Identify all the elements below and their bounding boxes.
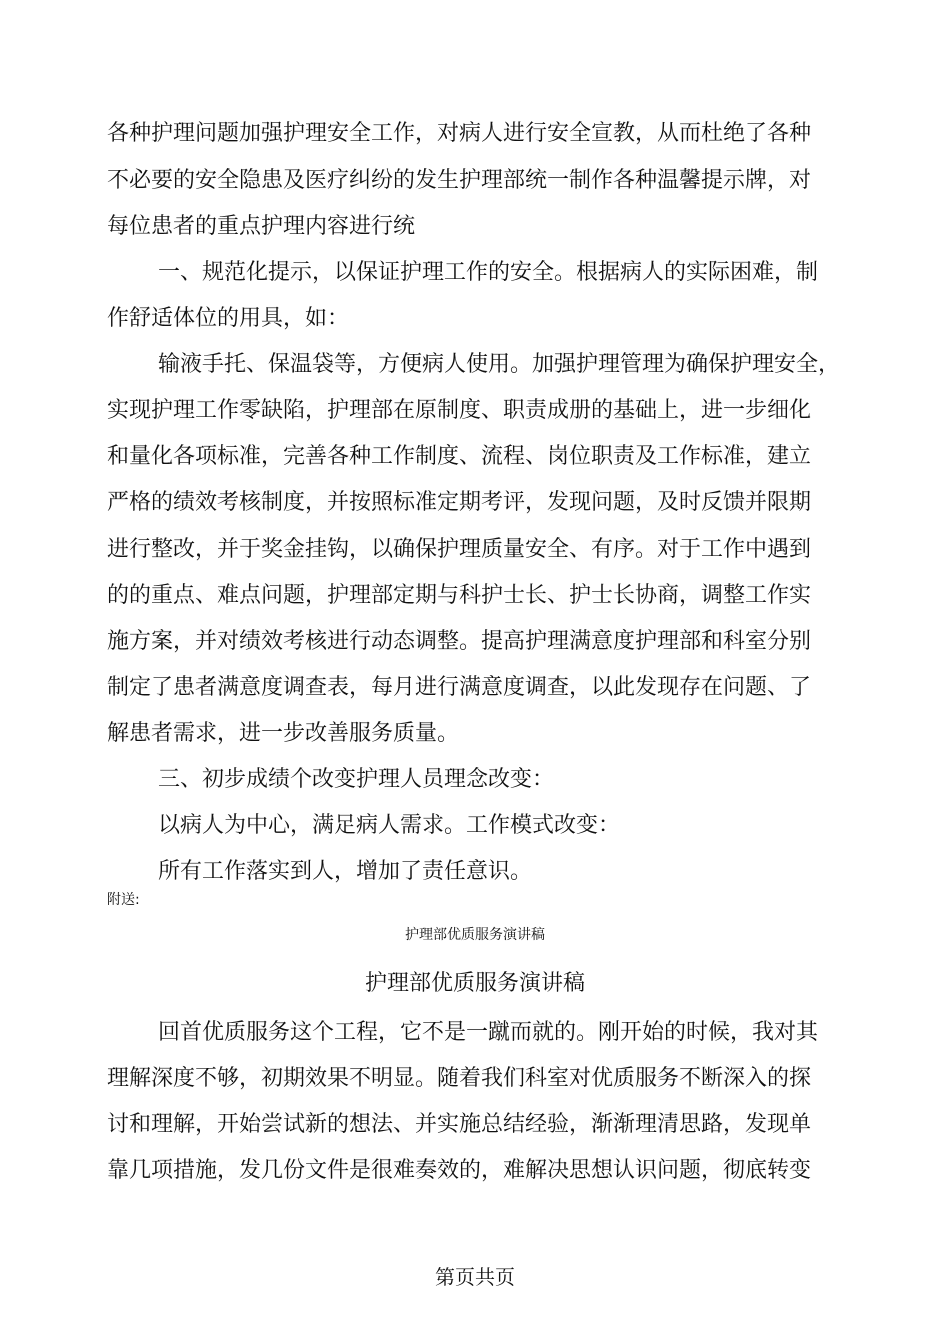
text-line: 讨和理解，开始尝试新的想法、并实施总结经验，渐渐理清思路，发现单 — [107, 1112, 812, 1137]
text-line: 施方案，并对绩效考核进行动态调整。提高护理满意度护理部和科室分别 — [107, 629, 812, 654]
text-line: 三、初步成绩个改变护理人员理念改变： — [158, 767, 555, 792]
appendix-label: 附送: — [107, 892, 140, 908]
text-line: 和量化各项标准，完善各种工作制度、流程、岗位职责及工作标准，建立 — [107, 444, 812, 469]
text-line: 输液手托、保温袋等，方便病人使用。加强护理管理为确保护理安全， — [158, 352, 841, 377]
small-title: 护理部优质服务演讲稿 — [405, 927, 545, 943]
text-line: 进行整改，并于奖金挂钩，以确保护理质量安全、有序。对于工作中遇到 — [107, 537, 812, 562]
text-line: 制定了患者满意度调查表，每月进行满意度调查，以此发现存在问题、了 — [107, 675, 812, 700]
text-line: 严格的绩效考核制度，并按照标准定期考评，发现问题，及时反馈并限期 — [107, 490, 812, 515]
text-line: 实现护理工作零缺陷，护理部在原制度、职责成册的基础上，进一步细化 — [107, 398, 812, 423]
text-line: 不必要的安全隐患及医疗纠纷的发生护理部统一制作各种温馨提示牌，对 — [107, 168, 812, 193]
text-line: 以病人为中心，满足病人需求。工作模式改变： — [158, 813, 621, 838]
text-line: 回首优质服务这个工程，它不是一蹴而就的。刚开始的时候，我对其 — [158, 1020, 819, 1045]
text-line: 每位患者的重点护理内容进行统 — [107, 214, 416, 239]
text-line: 所有工作落实到人，增加了责任意识。 — [158, 859, 533, 884]
text-line: 一、规范化提示，以保证护理工作的安全。根据病人的实际困难，制 — [158, 260, 819, 285]
document-title: 护理部优质服务演讲稿 — [364, 971, 585, 996]
page-footer: 第页共页 — [435, 1265, 515, 1289]
text-line: 的的重点、难点问题，护理部定期与科护士长、护士长协商，调整工作实 — [107, 583, 812, 608]
text-line: 解患者需求，进一步改善服务质量。 — [107, 721, 460, 746]
text-line: 各种护理问题加强护理安全工作，对病人进行安全宣教，从而杜绝了各种 — [107, 121, 812, 146]
text-line: 靠几项措施，发几份文件是很难奏效的，难解决思想认识问题，彻底转变 — [107, 1158, 812, 1183]
text-line: 作舒适体位的用具，如： — [107, 306, 350, 331]
text-line: 理解深度不够，初期效果不明显。随着我们科室对优质服务不断深入的探 — [107, 1066, 812, 1091]
